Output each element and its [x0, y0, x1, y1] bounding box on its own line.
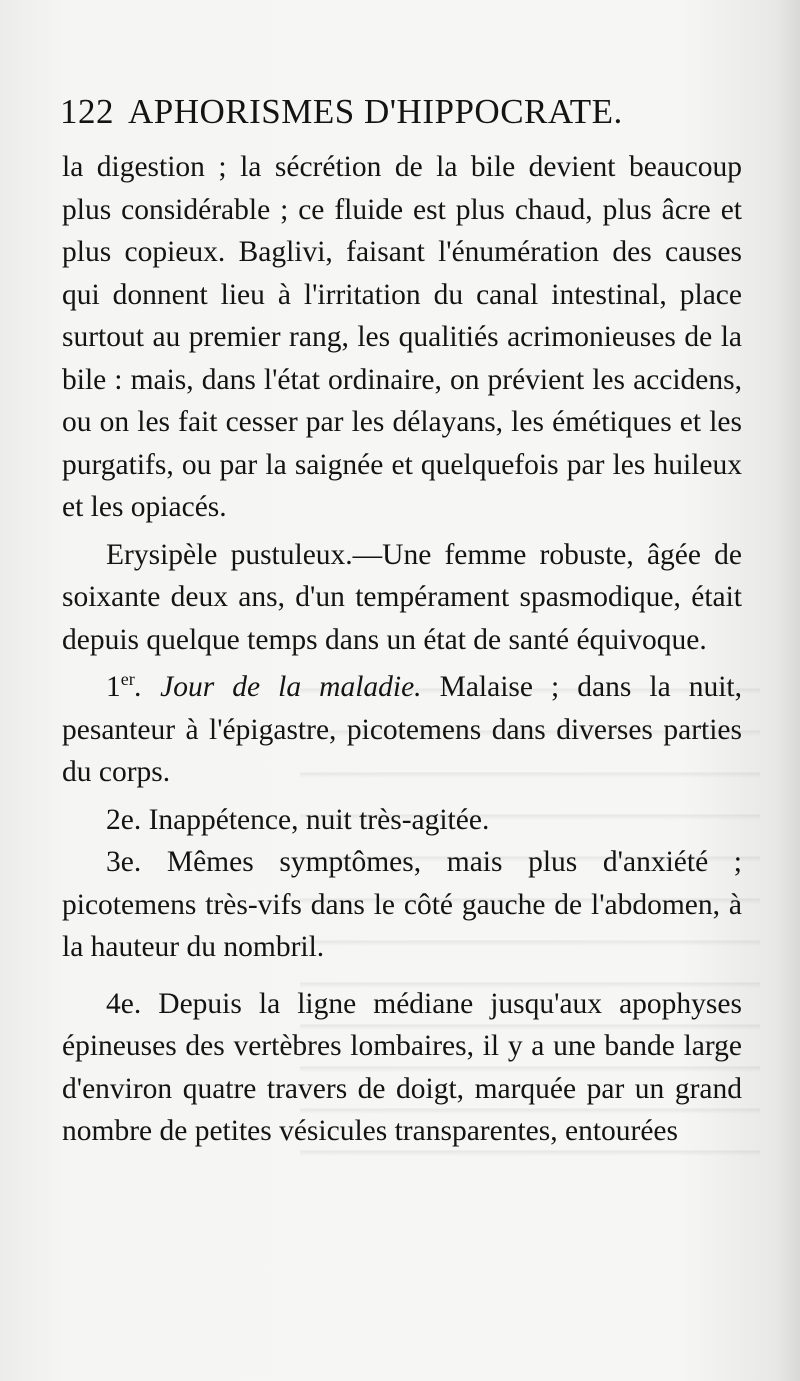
paragraph-erysipele: Erysipèle pustuleux.—Une femme robuste, âgée de soixante deux ans, d'un tempérament spasmodique, était depuis quelque temps dans un état de santé équivoque. — [62, 538, 742, 656]
running-header — [60, 92, 760, 142]
paragraph-day-2: 2e. Inappétence, nuit très-agitée. — [106, 803, 490, 836]
running-title: APHORISMES D'HIPPOCRATE. — [128, 92, 623, 131]
day-1-label: . Jour de la maladie. — [134, 671, 422, 703]
day-1-number: 1 — [106, 671, 121, 703]
page-body — [62, 146, 742, 1153]
paragraph-digestion: la digestion ; la sécrétion de la bile devient beaucoup plus considérable ; ce fluide est plus chaud, plus âcre et plus copieux. Baglivi, faisant l'énumération des causes qui donnent lieu à l'irritation du canal intestinal, place surtout au premier rang, les qualitiés acrimonieuses de la bile : mais, dans l'état ordinaire, on prévient les accidens, ou on les fait cesser par les délayans, les émétiques et les purgatifs, ou par la saignée et quelquefois par les huileux et les opiacés. — [62, 151, 742, 523]
day-1-suffix: er — [120, 669, 135, 690]
paragraph-day-1 — [62, 666, 742, 794]
page-number: 122 — [60, 92, 114, 131]
paragraph-day-3: 3e. Mêmes symptômes, mais plus d'anxiété ; picotemens très-vifs dans le côté gauche de l'abdomen, à la hauteur du nombril. — [62, 846, 742, 963]
paragraph-day-4: 4e. Depuis la ligne médiane jusqu'aux apophyses épineuses des vertèbres lombaires, il y a une bande large d'environ quatre travers de doigt, marquée par un grand nombre de petites vésicules transparentes, entourées — [62, 987, 742, 1147]
day-1-text: Malaise ; dans la nuit, pesanteur à l'épigastre, picotemens dans diverses parties du corps. — [62, 671, 742, 788]
